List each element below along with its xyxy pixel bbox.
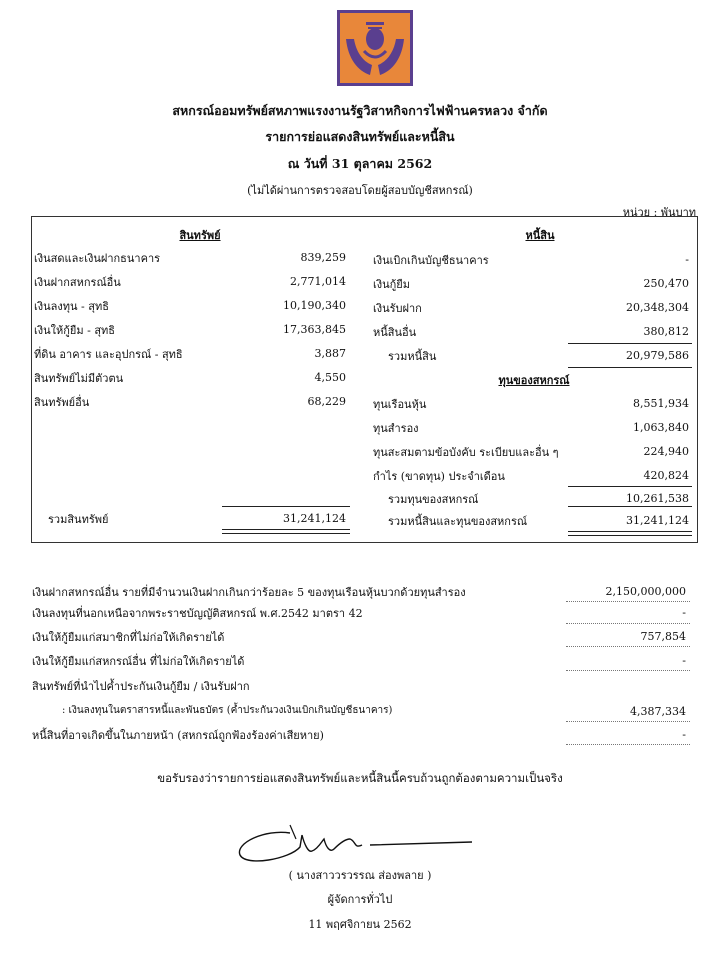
- total-rule: [568, 367, 692, 368]
- grand-total-label: รวมหนี้สินและทุนของสหกรณ์: [388, 515, 528, 528]
- asset-label: เงินฝากสหกรณ์อื่น: [34, 276, 121, 289]
- note-value: 757,854: [640, 630, 686, 643]
- asset-value: 2,771,014: [290, 275, 346, 288]
- grand-total-value: 31,241,124: [626, 514, 689, 527]
- note-value: -: [682, 606, 686, 619]
- document-title: รายการย่อแสดงสินทรัพย์และหนี้สิน: [265, 129, 455, 144]
- note-rule: [566, 646, 690, 647]
- asset-label: เงินลงทุน - สุทธิ: [34, 300, 109, 313]
- liability-label: หนี้สินอื่น: [373, 326, 417, 339]
- asset-value: 17,363,845: [283, 323, 346, 336]
- signature-date: 11 พฤศจิกายน 2562: [308, 918, 412, 931]
- liability-label: เงินกู้ยืม: [373, 278, 411, 291]
- note-value: -: [682, 654, 686, 667]
- logo-icon: [337, 10, 413, 86]
- signatory-position: ผู้จัดการทั่วไป: [327, 893, 393, 906]
- note-label: เงินฝากสหกรณ์อื่น รายที่มีจำนวนเงินฝากเกินกว่าร้อยละ 5 ของทุนเรือนหุ้นบวกด้วยทุนสำรอง: [32, 586, 466, 599]
- assets-total-value: 31,241,124: [283, 512, 346, 525]
- grand-total-rule-top: [568, 506, 692, 507]
- liabilities-heading: หนี้สิน: [525, 229, 555, 242]
- asset-label: เงินสดและเงินฝากธนาคาร: [34, 252, 161, 265]
- note-label: เงินลงทุนที่นอกเหนือจากพระราชบัญญัติสหกรณ์ พ.ศ.2542 มาตรา 42: [32, 607, 363, 620]
- equity-label: ทุนสะสมตามข้อบังคับ ระเบียบและอื่น ๆ: [373, 446, 559, 459]
- organization-name: สหกรณ์ออมทรัพย์สหภาพแรงงานรัฐวิสาหกิจการไฟฟ้านครหลวง จำกัด: [172, 103, 548, 118]
- asset-label: สินทรัพย์ไม่มีตัวตน: [34, 372, 124, 385]
- note-value: -: [682, 728, 686, 741]
- note-rule: [566, 623, 690, 624]
- document-date: ณ วันที่ 31 ตุลาคม 2562: [287, 156, 433, 171]
- asset-value: 4,550: [314, 371, 346, 384]
- equity-label: ทุนสำรอง: [373, 422, 419, 435]
- equity-label: ทุนเรือนหุ้น: [373, 398, 427, 411]
- asset-value: 10,190,340: [283, 299, 346, 312]
- asset-value: 3,887: [314, 347, 346, 360]
- signatory-name: ( นางสาววรวรรณ ส่องพลาย ): [288, 869, 432, 882]
- liabilities-total-value: 20,979,586: [626, 349, 689, 362]
- equity-value: 8,551,934: [633, 397, 689, 410]
- equity-heading: ทุนของสหกรณ์: [498, 374, 570, 387]
- note-rule: [566, 721, 690, 722]
- note-label: เงินให้กู้ยืมแก่สหกรณ์อื่น ที่ไม่ก่อให้เกิดรายได้: [32, 655, 245, 668]
- liability-label: เงินรับฝาก: [373, 302, 422, 315]
- equity-value: 224,940: [643, 445, 689, 458]
- unit-label: หน่วย : พันบาท: [622, 206, 696, 219]
- asset-label: ที่ดิน อาคาร และอุปกรณ์ - สุทธิ: [34, 348, 183, 361]
- liabilities-total-label: รวมหนี้สิน: [388, 350, 437, 363]
- equity-total-label: รวมทุนของสหกรณ์: [388, 493, 479, 506]
- subtotal-rule: [568, 486, 692, 487]
- note-label: หนี้สินที่อาจเกิดขึ้นในภายหน้า (สหกรณ์ถูกฟ้องร้องค่าเสียหาย): [32, 729, 324, 742]
- note-label: สินทรัพย์ที่นำไปค้ำประกันเงินกู้ยืม / เงินรับฝาก: [32, 680, 250, 693]
- liability-value: 20,348,304: [626, 301, 689, 314]
- assets-double-rule: [222, 529, 350, 534]
- certification-text: ขอรับรองว่ารายการย่อแสดงสินทรัพย์และหนี้สินนี้ครบถ้วนถูกต้องตามความเป็นจริง: [157, 771, 563, 785]
- asset-label: เงินให้กู้ยืม - สุทธิ: [34, 324, 116, 337]
- liability-value: -: [685, 253, 689, 266]
- asset-value: 68,229: [307, 395, 346, 408]
- grand-total-double-rule: [568, 531, 692, 536]
- liability-value: 250,470: [643, 277, 689, 290]
- equity-total-value: 10,261,538: [626, 492, 689, 505]
- subtotal-rule: [568, 343, 692, 344]
- assets-total-label: รวมสินทรัพย์: [48, 513, 109, 526]
- note-value: 2,150,000,000: [605, 585, 686, 598]
- note-rule: [566, 601, 690, 602]
- note-value: 4,387,334: [630, 705, 686, 718]
- note-rule: [566, 670, 690, 671]
- note-label: : เงินลงทุนในตราสารหนี้และพันธบัตร (ค้ำประกันวงเงินเบิกเกินบัญชีธนาคาร): [62, 705, 393, 716]
- equity-value: 1,063,840: [633, 421, 689, 434]
- note-label: เงินให้กู้ยืมแก่สมาชิกที่ไม่ก่อให้เกิดรายได้: [32, 631, 225, 644]
- assets-heading: สินทรัพย์: [179, 229, 221, 242]
- assets-total-rule-top: [222, 506, 350, 507]
- equity-label: กำไร (ขาดทุน) ประจำเดือน: [373, 470, 505, 483]
- asset-value: 839,259: [300, 251, 346, 264]
- liability-label: เงินเบิกเกินบัญชีธนาคาร: [373, 254, 489, 267]
- note-rule: [566, 744, 690, 745]
- audit-note: (ไม่ได้ผ่านการตรวจสอบโดยผู้สอบบัญชีสหกรณ์): [247, 184, 473, 197]
- signature-icon: [230, 815, 480, 870]
- asset-label: สินทรัพย์อื่น: [34, 396, 90, 409]
- liability-value: 380,812: [643, 325, 689, 338]
- logo-emblem-icon: [340, 13, 410, 83]
- equity-value: 420,824: [643, 469, 689, 482]
